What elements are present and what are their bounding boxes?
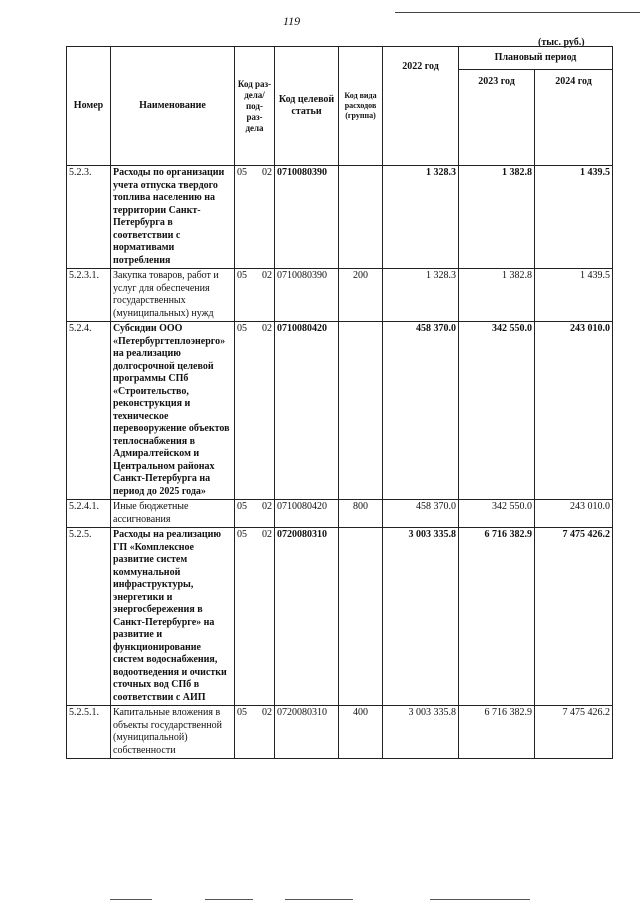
row-name: Иные бюджетные ассигнования [111,500,235,528]
section-code-pair [237,323,272,336]
row-target-code: 0720080310 [275,706,339,759]
bottom-mark [110,899,152,900]
header-name: Наименование [111,47,235,166]
table-row [67,528,613,706]
row-section-code [235,500,275,528]
row-value-2023: 6 716 382.9 [459,706,535,759]
row-name: Закупка товаров, работ и услуг для обеспечения государственных (муниципальных) нужд [111,269,235,322]
row-number: 5.2.5. [67,528,111,706]
row-name: Капитальные вложения в объекты государственной (муниципальной) собственности [111,706,235,759]
row-expense-code [339,528,383,706]
row-value-2024: 7 475 426.2 [535,706,613,759]
row-expense-code [339,166,383,269]
row-number: 5.2.5.1. [67,706,111,759]
row-value-2022: 458 370.0 [383,322,459,500]
row-value-2022: 458 370.0 [383,500,459,528]
razdel-code: 05 [237,323,247,334]
row-value-2022: 1 328.3 [383,166,459,269]
section-code-pair [237,707,272,720]
table-row [67,322,613,500]
header-2022: 2022 год [383,47,459,166]
units-label: (тыс. руб.) [538,37,585,48]
razdel-code: 05 [237,707,247,718]
table-row [67,166,613,269]
row-value-2024: 1 439.5 [535,166,613,269]
row-section-code [235,528,275,706]
row-number: 5.2.3. [67,166,111,269]
row-expense-code [339,322,383,500]
razdel-code: 05 [237,529,247,540]
row-section-code [235,706,275,759]
row-value-2022: 3 003 335.8 [383,706,459,759]
row-value-2023: 1 382.8 [459,166,535,269]
row-expense-code: 400 [339,706,383,759]
row-target-code: 0720080310 [275,528,339,706]
row-value-2022: 1 328.3 [383,269,459,322]
row-section-code [235,166,275,269]
header-number: Номер [67,47,111,166]
row-section-code [235,322,275,500]
row-number: 5.2.4. [67,322,111,500]
section-code-pair [237,270,272,283]
header-section-code: Код раз- дела/ под- раз- дела [235,47,275,166]
row-value-2022: 3 003 335.8 [383,528,459,706]
podrazdel-code: 02 [262,501,272,512]
row-target-code: 0710080390 [275,269,339,322]
row-number: 5.2.4.1. [67,500,111,528]
podrazdel-code: 02 [262,323,272,334]
header-2023: 2023 год [459,69,535,165]
table-row [67,706,613,759]
section-code-pair [237,529,272,542]
razdel-code: 05 [237,501,247,512]
row-target-code: 0710080420 [275,500,339,528]
table-row [67,500,613,528]
row-value-2023: 1 382.8 [459,269,535,322]
row-value-2024: 1 439.5 [535,269,613,322]
row-value-2023: 342 550.0 [459,322,535,500]
row-expense-code: 800 [339,500,383,528]
row-expense-code: 200 [339,269,383,322]
budget-table [66,46,613,759]
row-name: Субсидии ООО «Петербургтеплоэнерго» на реализацию долгосрочной целевой программы СПб «Строительство, реконструкция и техническое перевооружение объектов теплоснабжения в Адмиралтейском и Центральном районах Санкт-Петербурга на период до 2025 года» [111,322,235,500]
bottom-mark [205,899,253,900]
header-2024: 2024 год [535,69,613,165]
razdel-code: 05 [237,270,247,281]
podrazdel-code: 02 [262,167,272,178]
row-value-2023: 6 716 382.9 [459,528,535,706]
header-plan-period: Плановый период [459,47,613,70]
row-section-code [235,269,275,322]
top-rule [395,12,640,13]
row-name: Расходы по организации учета отпуска твердого топлива населению на территории Санкт-Петербурга в соответствии с нормативами потребления [111,166,235,269]
row-value-2023: 342 550.0 [459,500,535,528]
podrazdel-code: 02 [262,529,272,540]
header-target-code: Код целевой статьи [275,47,339,166]
podrazdel-code: 02 [262,707,272,718]
razdel-code: 05 [237,167,247,178]
page-number: 119 [283,14,301,28]
section-code-pair [237,167,272,180]
bottom-mark [285,899,353,900]
header-expense-code: Код вида расходов (группа) [339,47,383,166]
table-row [67,269,613,322]
row-target-code: 0710080390 [275,166,339,269]
bottom-mark [430,899,530,900]
row-number: 5.2.3.1. [67,269,111,322]
row-value-2024: 243 010.0 [535,500,613,528]
row-target-code: 0710080420 [275,322,339,500]
row-name: Расходы на реализацию ГП «Комплексное развитие систем коммунальной инфраструктуры, энергетики и энергосбережения в Санкт-Петербурге» на развитие и функционирование систем водоснабжения, водоотведения и очистки сточных вод СПб в соответствии с АИП [111,528,235,706]
row-value-2024: 243 010.0 [535,322,613,500]
section-code-pair [237,501,272,514]
row-value-2024: 7 475 426.2 [535,528,613,706]
podrazdel-code: 02 [262,270,272,281]
